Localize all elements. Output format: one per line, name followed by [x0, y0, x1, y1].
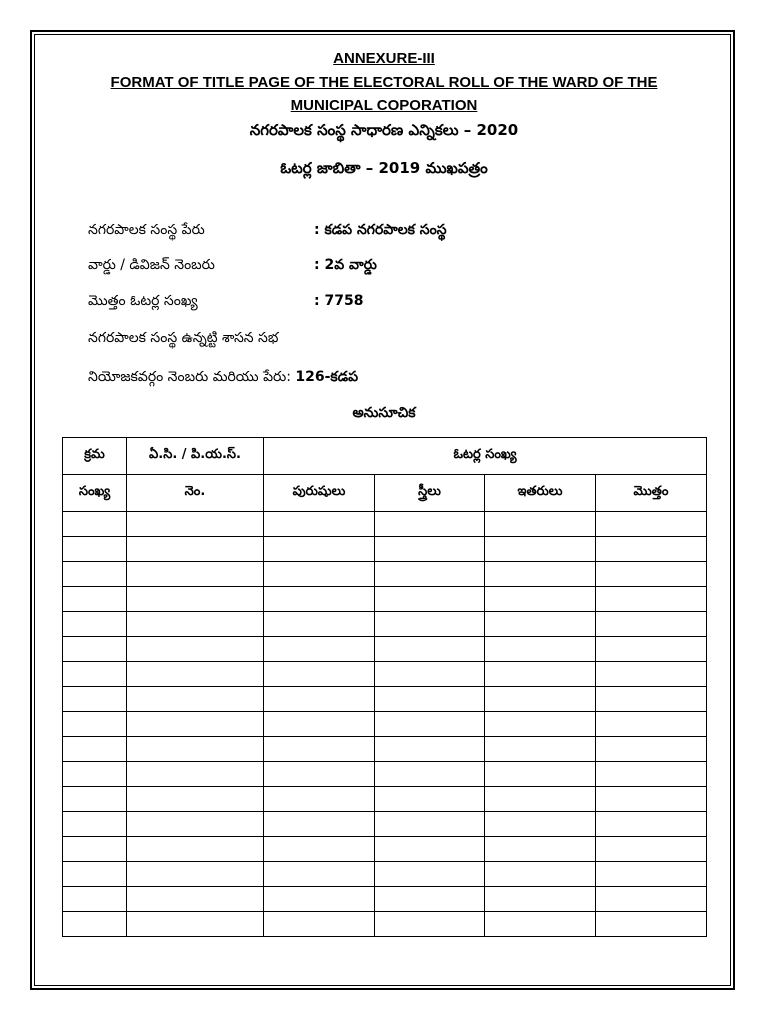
table-cell	[375, 537, 485, 562]
table-cell	[485, 662, 596, 687]
table-cell	[127, 762, 264, 787]
table-row	[63, 637, 707, 662]
election-title: నగరపాలక సంస్థ సాధారణ ఎన్నికలు – 2020	[249, 121, 519, 139]
table-cell	[264, 637, 375, 662]
table-cell	[264, 537, 375, 562]
table-cell	[596, 812, 707, 837]
table-cell	[63, 812, 127, 837]
table-header-row-2	[63, 475, 707, 512]
table-row	[63, 587, 707, 612]
serial-header-top: క్రమ	[63, 438, 127, 475]
format-title-line1: FORMAT OF TITLE PAGE OF THE ELECTORAL ROLL OF THE WARD OF THE	[110, 74, 658, 91]
table-row	[63, 762, 707, 787]
table-cell	[485, 812, 596, 837]
voter-count-group-header: ఓటర్ల సంఖ్య	[264, 438, 707, 475]
table-cell	[127, 787, 264, 812]
table-cell	[596, 887, 707, 912]
table-cell	[63, 737, 127, 762]
table-cell	[63, 537, 127, 562]
table-cell	[63, 562, 127, 587]
table-cell	[375, 637, 485, 662]
voter-count-table	[62, 437, 707, 937]
table-cell	[264, 587, 375, 612]
table-cell	[485, 862, 596, 887]
table-cell	[63, 687, 127, 712]
table-cell	[485, 537, 596, 562]
table-cell	[596, 762, 707, 787]
table-cell	[375, 712, 485, 737]
total-voters-label: మొత్తం ఓటర్ల సంఖ్య	[88, 293, 198, 309]
table-cell	[375, 912, 485, 937]
constituency-line	[88, 369, 358, 388]
table-cell	[63, 887, 127, 912]
table-cell	[63, 512, 127, 537]
table-cell	[485, 712, 596, 737]
table-cell	[596, 587, 707, 612]
table-row	[63, 737, 707, 762]
table-cell	[596, 537, 707, 562]
table-cell	[375, 587, 485, 612]
constituency-label: నియోజకవర్గం నెంబరు మరియు పేరు:	[88, 369, 291, 385]
table-row	[63, 662, 707, 687]
table-cell	[375, 837, 485, 862]
table-cell	[596, 687, 707, 712]
table-cell	[264, 562, 375, 587]
table-cell	[63, 612, 127, 637]
table-cell	[485, 562, 596, 587]
table-cell	[127, 862, 264, 887]
table-cell	[596, 662, 707, 687]
table-cell	[485, 787, 596, 812]
table-cell	[264, 837, 375, 862]
table-cell	[127, 812, 264, 837]
table-cell	[63, 637, 127, 662]
table-cell	[596, 912, 707, 937]
table-cell	[127, 712, 264, 737]
total-header: మొత్తం	[596, 475, 707, 512]
table-row	[63, 862, 707, 887]
table-cell	[596, 637, 707, 662]
table-row	[63, 562, 707, 587]
corporation-name-value: : కడప నగరపాలక సంస్థ	[314, 222, 447, 238]
table-cell	[485, 737, 596, 762]
table-cell	[264, 762, 375, 787]
table-cell	[127, 887, 264, 912]
table-cell	[485, 612, 596, 637]
table-cell	[485, 637, 596, 662]
table-cell	[375, 787, 485, 812]
roll-title: ఓటర్ల జాబితా – 2019 ముఖపత్రం	[280, 159, 488, 177]
table-cell	[127, 837, 264, 862]
corporation-name-label: నగరపాలక సంస్థ పేరు	[88, 222, 205, 238]
table-cell	[127, 562, 264, 587]
others-header: ఇతరులు	[485, 475, 596, 512]
table-cell	[485, 912, 596, 937]
table-cell	[596, 862, 707, 887]
table-cell	[485, 512, 596, 537]
assembly-label: నగరపాలక సంస్థ ఉన్నట్టి శాసన సభ	[88, 330, 279, 346]
table-cell	[375, 687, 485, 712]
table-cell	[264, 687, 375, 712]
table-cell	[63, 762, 127, 787]
ward-number-label: వార్డు / డివిజన్ నెంబరు	[88, 257, 215, 273]
annexure-title: ANNEXURE-III	[333, 50, 435, 67]
table-cell	[485, 687, 596, 712]
table-cell	[63, 862, 127, 887]
table-row	[63, 687, 707, 712]
table-cell	[375, 887, 485, 912]
table-row	[63, 887, 707, 912]
table-cell	[375, 562, 485, 587]
table-cell	[127, 512, 264, 537]
table-cell	[127, 612, 264, 637]
table-cell	[264, 737, 375, 762]
table-cell	[264, 912, 375, 937]
female-header: స్త్రీలు	[375, 475, 485, 512]
table-cell	[375, 812, 485, 837]
table-row	[63, 812, 707, 837]
table-cell	[596, 787, 707, 812]
table-cell	[264, 512, 375, 537]
table-row	[63, 837, 707, 862]
table-cell	[127, 687, 264, 712]
table-cell	[596, 712, 707, 737]
table-cell	[375, 612, 485, 637]
table-cell	[264, 712, 375, 737]
table-row	[63, 912, 707, 937]
table-cell	[264, 662, 375, 687]
table-cell	[63, 837, 127, 862]
table-cell	[127, 912, 264, 937]
table-cell	[127, 537, 264, 562]
table-cell	[485, 887, 596, 912]
constituency-value: 126-కడప	[295, 369, 359, 385]
table-cell	[63, 662, 127, 687]
table-cell	[63, 587, 127, 612]
schedule-heading: అనుసూచిక	[352, 405, 416, 421]
table-cell	[264, 812, 375, 837]
total-voters-value: : 7758	[314, 293, 364, 309]
table-cell	[127, 587, 264, 612]
ward-number-value: : 2వ వార్డు	[314, 257, 377, 273]
table-cell	[127, 662, 264, 687]
table-cell	[264, 862, 375, 887]
table-cell	[63, 912, 127, 937]
serial-header-bottom: సంఖ్య	[63, 475, 127, 512]
table-cell	[63, 712, 127, 737]
table-cell	[596, 612, 707, 637]
table-cell	[596, 562, 707, 587]
table-cell	[596, 737, 707, 762]
male-header: పురుషులు	[264, 475, 375, 512]
table-cell	[485, 762, 596, 787]
table-row	[63, 787, 707, 812]
ac-ps-header-top: ఏ.సి. / పి.య.స్.	[127, 438, 264, 475]
table-row	[63, 512, 707, 537]
table-cell	[127, 737, 264, 762]
format-title-line2: MUNICIPAL COPORATION	[290, 97, 478, 114]
table-row	[63, 537, 707, 562]
table-cell	[375, 512, 485, 537]
table-cell	[264, 612, 375, 637]
table-header-row-1	[63, 438, 707, 475]
table-cell	[485, 837, 596, 862]
table-cell	[375, 662, 485, 687]
table-cell	[375, 737, 485, 762]
ac-ps-header-bottom: నెం.	[127, 475, 264, 512]
table-cell	[485, 587, 596, 612]
table-cell	[596, 837, 707, 862]
table-row	[63, 712, 707, 737]
table-cell	[596, 512, 707, 537]
table-cell	[127, 637, 264, 662]
table-cell	[63, 787, 127, 812]
table-cell	[375, 862, 485, 887]
table-cell	[264, 787, 375, 812]
table-cell	[264, 887, 375, 912]
table-cell	[375, 762, 485, 787]
table-row	[63, 612, 707, 637]
